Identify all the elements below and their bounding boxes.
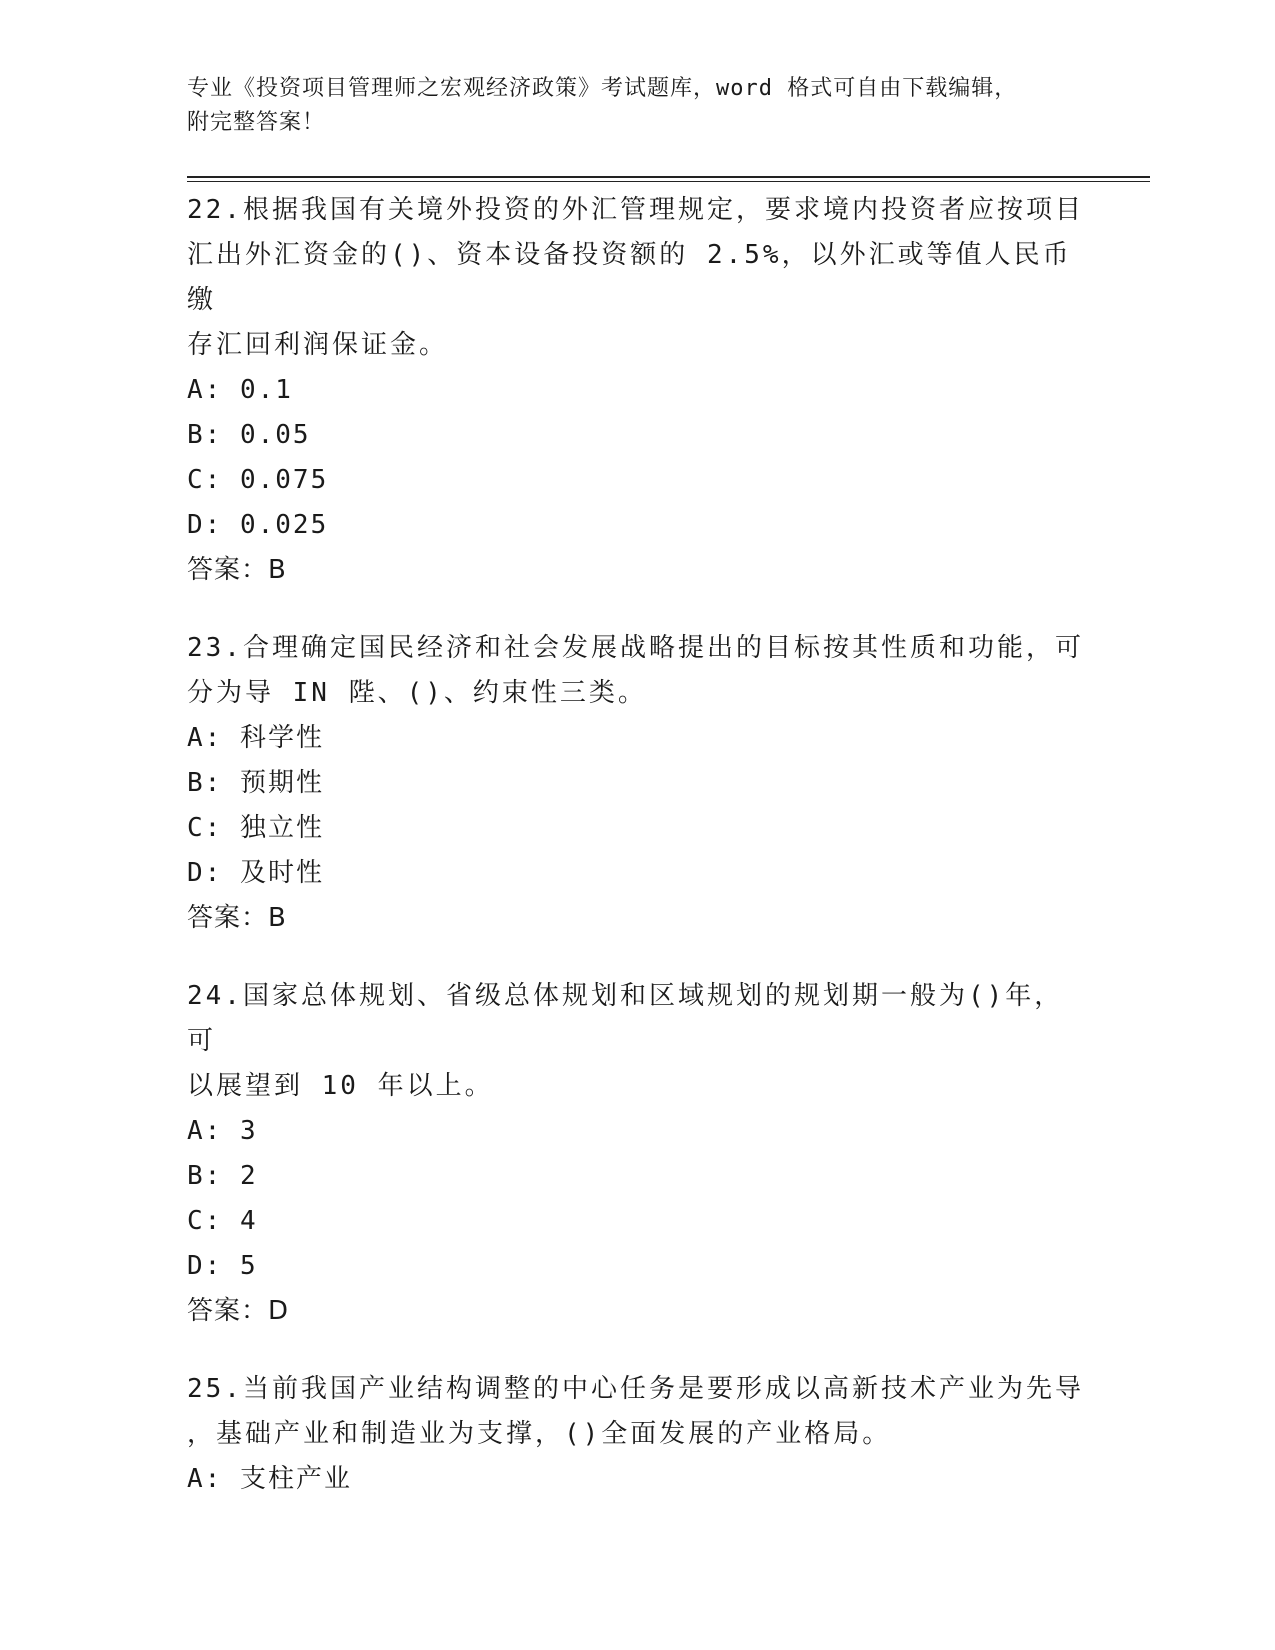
question-stem-line: 24.国家总体规划、省级总体规划和区域规划的规划期一般为()年，可 <box>187 981 1064 1056</box>
option-d <box>187 503 1087 548</box>
option-text: 及时性 <box>239 858 324 888</box>
header-line-1: 专业《投资项目管理师之宏观经济政策》考试题库，word 格式可自由下载编辑， <box>187 76 1018 101</box>
document-header <box>187 72 1067 140</box>
question-stem-line: 23.合理确定国民经济和社会发展战略提出的目标按其性质和功能，可 <box>187 633 1084 663</box>
option-text: 支柱产业 <box>239 1464 352 1494</box>
option-text: 独立性 <box>239 813 324 843</box>
option-c <box>187 806 1087 851</box>
option-b <box>187 413 1087 458</box>
option-b <box>187 1154 1087 1199</box>
option-text: 0.05 <box>239 420 311 450</box>
option-text: 0.025 <box>239 510 329 540</box>
option-letter: B: <box>187 1161 223 1191</box>
question-stem-line: 25.当前我国产业结构调整的中心任务是要形成以高新技术产业为先导 <box>187 1374 1084 1404</box>
question-stem-line: 以展望到 10 年以上。 <box>187 1071 494 1101</box>
answer-line: 答案：B <box>187 555 287 585</box>
option-text: 3 <box>239 1116 258 1146</box>
option-letter: D: <box>187 510 223 540</box>
option-text: 5 <box>239 1251 258 1281</box>
question-24 <box>187 974 1087 1334</box>
header-divider-thin <box>187 181 1150 182</box>
answer-line: 答案：B <box>187 903 287 933</box>
option-text: 0.1 <box>239 375 293 405</box>
option-letter: A: <box>187 1116 223 1146</box>
option-d <box>187 1244 1087 1289</box>
question-stem-line: ，基础产业和制造业为支撑，()全面发展的产业格局。 <box>187 1419 892 1449</box>
option-a <box>187 1109 1087 1154</box>
question-list <box>187 188 1087 1535</box>
question-stem-line: 汇出外汇资金的()、资本设备投资额的 2.5%，以外汇或等值人民币缴 <box>187 240 1072 315</box>
question-stem-line: 分为导 IN 陛、()、约束性三类。 <box>187 678 647 708</box>
option-text: 2 <box>239 1161 258 1191</box>
option-d <box>187 851 1087 896</box>
option-b <box>187 761 1087 806</box>
answer-line: 答案：D <box>187 1296 290 1326</box>
option-c <box>187 1199 1087 1244</box>
option-letter: C: <box>187 813 223 843</box>
header-line-2: 附完整答案！ <box>187 110 326 135</box>
header-divider-thick <box>187 176 1150 178</box>
question-25 <box>187 1367 1087 1502</box>
option-c <box>187 458 1087 503</box>
question-23 <box>187 626 1087 941</box>
option-a <box>187 716 1087 761</box>
option-letter: A: <box>187 1464 223 1494</box>
option-letter: D: <box>187 1251 223 1281</box>
option-text: 0.075 <box>239 465 329 495</box>
option-text: 4 <box>239 1206 258 1236</box>
option-letter: B: <box>187 420 223 450</box>
option-letter: A: <box>187 375 223 405</box>
question-stem-line: 存汇回利润保证金。 <box>187 330 449 360</box>
option-a <box>187 1457 1087 1502</box>
option-text: 科学性 <box>239 723 324 753</box>
question-stem-line: 22.根据我国有关境外投资的外汇管理规定，要求境内投资者应按项目 <box>187 195 1084 225</box>
option-text: 预期性 <box>239 768 324 798</box>
option-letter: C: <box>187 465 223 495</box>
option-letter: D: <box>187 858 223 888</box>
option-letter: B: <box>187 768 223 798</box>
option-letter: A: <box>187 723 223 753</box>
question-22 <box>187 188 1087 593</box>
option-letter: C: <box>187 1206 223 1236</box>
option-a <box>187 368 1087 413</box>
